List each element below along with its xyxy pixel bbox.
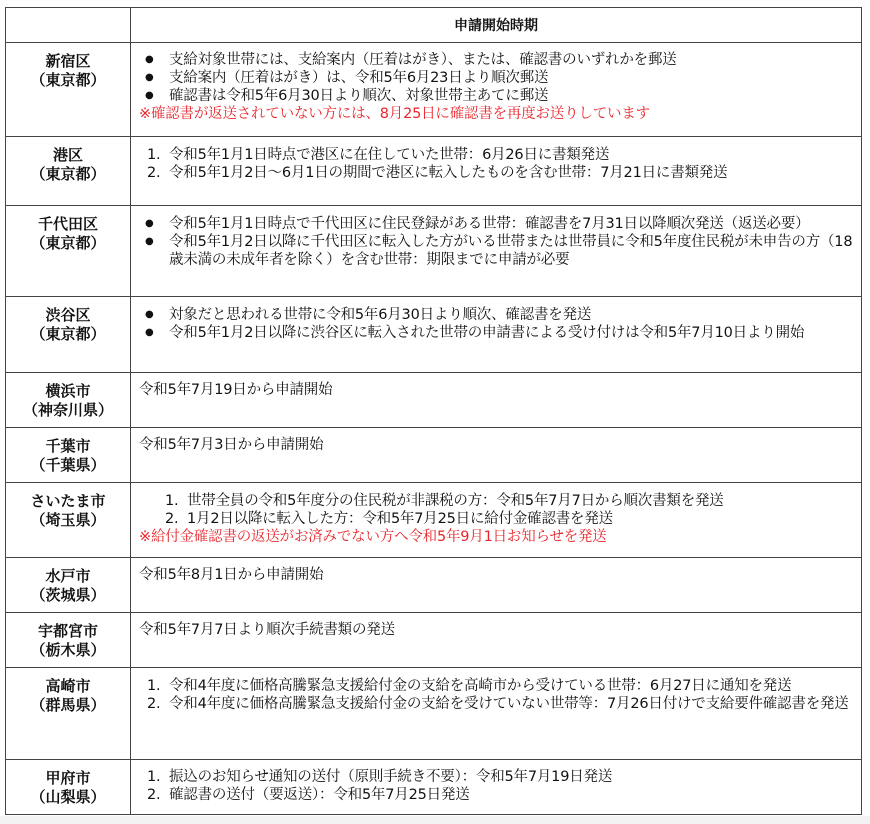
prefecture-name: （埼玉県） xyxy=(30,511,106,529)
region-cell xyxy=(6,206,131,297)
prefecture-name: （東京都） xyxy=(30,71,106,89)
red-note: ※給付金確認書の返送がお済みでない方へ令和5年9月1日お知らせを発送 xyxy=(139,529,607,545)
prefecture-name: （群馬県） xyxy=(30,696,106,714)
bullet-list xyxy=(139,306,853,342)
region-cell xyxy=(6,43,131,137)
schedule-text: 令和5年7月7日より順次手続書類の発送 xyxy=(139,622,395,638)
list-item: ● 令和5年1月1日時点で千代田区に住民登録がある世帯：確認書を7月31日以降順次発送（返送必要） xyxy=(169,215,853,233)
list-item: 確認書の送付（要返送）：令和5年7月25日発送 xyxy=(169,787,470,803)
bullet-list xyxy=(139,215,853,269)
region-cell xyxy=(6,558,131,613)
schedule-text: 令和5年8月1日から申請開始 xyxy=(139,567,324,583)
region-cell xyxy=(6,613,131,668)
list-item: ● 支給案内（圧着はがき）は、令和5年6月23日より順次郵送 xyxy=(169,69,853,87)
table-row xyxy=(6,760,862,815)
city-name: 千代田区 xyxy=(37,215,98,233)
content-cell xyxy=(131,373,862,428)
content-cell xyxy=(131,483,862,558)
content-cell xyxy=(131,760,862,815)
list-item: 世帯全員の令和5年度分の住民税が非課税の方：令和5年7月7日から順次書類を発送 xyxy=(187,493,724,509)
list-item: ● 令和5年1月2日以降に渋谷区に転入された世帯の申請書による受け付けは令和5年7月10日より開始 xyxy=(169,324,853,342)
prefecture-name: （神奈川県） xyxy=(22,401,113,419)
list-item: 令和4年度に価格高騰緊急支援給付金の支給を高崎市から受けている世帯：6月27日に通知を発送 xyxy=(169,678,792,694)
city-name: 水戸市 xyxy=(45,567,91,585)
table-row xyxy=(6,428,862,483)
table-header-row xyxy=(6,8,862,43)
region-cell xyxy=(6,373,131,428)
prefecture-name: （東京都） xyxy=(30,325,106,343)
schedule-text: 令和5年7月19日から申請開始 xyxy=(139,382,333,398)
region-cell xyxy=(6,668,131,760)
list-item: ● 支給対象世帯には、支給案内（圧着はがき）、または、確認書のいずれかを郵送 xyxy=(169,51,853,69)
city-name: 千葉市 xyxy=(45,437,91,455)
list-item: 令和5年1月2日〜6月1日の期間で港区に転入したものを含む世帯：7月21日に書類発送 xyxy=(169,165,728,181)
city-name: さいたま市 xyxy=(30,492,106,510)
header-region xyxy=(6,8,131,43)
content-cell xyxy=(131,668,862,760)
list-item: 令和4年度に価格高騰緊急支援給付金の支給を受けていない世帯等：7月26日付けで支給要件確認書を発送 xyxy=(169,696,849,712)
table-row xyxy=(6,483,862,558)
region-cell xyxy=(6,760,131,815)
content-cell xyxy=(131,613,862,668)
content-cell xyxy=(131,558,862,613)
bullet-list xyxy=(139,51,853,105)
numbered-list xyxy=(139,146,853,182)
prefecture-name: （栃木県） xyxy=(30,641,106,659)
list-item: ● 確認書は令和5年6月30日より順次、対象世帯主あてに郵送 xyxy=(169,87,853,105)
list-item: ● 対象だと思われる世帯に令和5年6月30日より順次、確認書を発送 xyxy=(169,306,853,324)
content-cell xyxy=(131,428,862,483)
schedule-text: 令和5年7月3日から申請開始 xyxy=(139,437,324,453)
red-note: ※確認書が返送されていない方には、8月25日に確認書を再度お送りしています xyxy=(139,106,650,122)
city-name: 甲府市 xyxy=(45,769,91,787)
city-name: 横浜市 xyxy=(45,382,91,400)
region-cell xyxy=(6,297,131,373)
table-row xyxy=(6,668,862,760)
city-name: 港区 xyxy=(52,146,83,164)
prefecture-name: （茨城県） xyxy=(30,586,106,604)
table-row xyxy=(6,558,862,613)
region-cell xyxy=(6,483,131,558)
content-cell xyxy=(131,206,862,297)
header-start-period: 申請開始時期 xyxy=(131,8,862,43)
city-name: 渋谷区 xyxy=(45,306,91,324)
table-row xyxy=(6,137,862,206)
numbered-list xyxy=(139,677,853,713)
table-row xyxy=(6,43,862,137)
prefecture-name: （千葉県） xyxy=(30,456,106,474)
numbered-list xyxy=(139,492,853,528)
content-cell xyxy=(131,137,862,206)
content-cell xyxy=(131,297,862,373)
list-item: ● 令和5年1月2日以降に千代田区に転入した方がいる世帯または世帯員に令和5年度住民税が未申告の方（18歳未満の未成年者を除く）を含む世帯：期限までに申請が必要 xyxy=(169,233,853,269)
prefecture-name: （山梨県） xyxy=(30,788,106,806)
list-item: 令和5年1月1日時点で港区に在住していた世帯：6月26日に書類発送 xyxy=(169,147,610,163)
list-item: 1月2日以降に転入した方：令和5年7月25日に給付金確認書を発送 xyxy=(187,511,613,527)
city-name: 高崎市 xyxy=(45,677,91,695)
prefecture-name: （東京都） xyxy=(30,165,106,183)
table-row xyxy=(6,206,862,297)
prefecture-name: （東京都） xyxy=(30,234,106,252)
city-name: 宇都宮市 xyxy=(37,622,98,640)
table-row xyxy=(6,373,862,428)
numbered-list xyxy=(139,768,853,804)
list-item: 振込のお知らせ通知の送付（原則手続き不要）：令和5年7月19日発送 xyxy=(169,769,613,785)
city-name: 新宿区 xyxy=(45,52,91,70)
table-row xyxy=(6,297,862,373)
region-cell xyxy=(6,428,131,483)
region-cell xyxy=(6,137,131,206)
content-cell xyxy=(131,43,862,137)
table-row xyxy=(6,613,862,668)
application-schedule-table xyxy=(5,7,862,815)
